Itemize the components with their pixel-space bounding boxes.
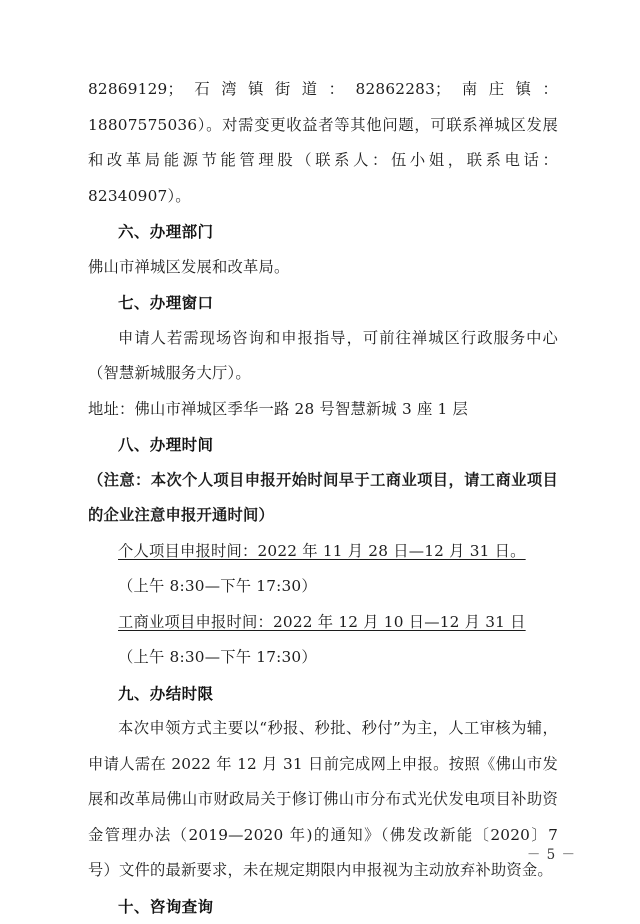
paragraph-personal-project-hours: （上午 8:30—下午 17:30） bbox=[88, 569, 558, 605]
heading-section-seven: 七、办理窗口 bbox=[88, 285, 558, 321]
paragraph-handling-department: 佛山市禅城区发展和改革局。 bbox=[88, 250, 558, 286]
paragraph-notice: （注意：本次个人项目申报开始时间早于工商业项目，请工商业项目的企业注意申报开通时间） bbox=[88, 463, 558, 534]
paragraph-processing-deadline: 本次申领方式主要以“秒报、秒批、秒付”为主，人工审核为辅，申请人需在 2022 年 12 月 31 日前完成网上申报。按照《佛山市发展和改革局佛山市财政局关于修订佛山市分布式光伏发电项目补助资金管理办法（2019—2020 年)的通知》（佛发改新能〔2020〕7 号）文件的最新要求，未在规定期限内申报视为主动放弃补助资金。 bbox=[88, 711, 558, 889]
paragraph-handling-window: 申请人若需现场咨询和申报指导，可前往禅城区行政服务中心（智慧新城服务大厅）。 bbox=[88, 321, 558, 392]
paragraph-commercial-project-hours: （上午 8:30—下午 17:30） bbox=[88, 640, 558, 676]
heading-section-ten: 十、咨询查询 bbox=[88, 889, 558, 924]
paragraph-address: 地址：佛山市禅城区季华一路 28 号智慧新城 3 座 1 层 bbox=[88, 392, 558, 428]
paragraph-commercial-project-period: 工商业项目申报时间：2022 年 12 月 10 日—12 月 31 日 bbox=[88, 605, 558, 641]
paragraph-contacts: 82869129；石湾镇街道：82862283；南庄镇：18807575036）。对需变更收益者等其他问题，可联系禅城区发展和改革局能源节能管理股（联系人：伍小姐，联系电话：82340907）。 bbox=[88, 72, 558, 214]
heading-section-six: 六、办理部门 bbox=[88, 214, 558, 250]
document-body bbox=[88, 72, 558, 924]
heading-section-nine: 九、办结时限 bbox=[88, 676, 558, 712]
page-number: － 5 － bbox=[527, 843, 576, 863]
heading-section-eight: 八、办理时间 bbox=[88, 427, 558, 463]
paragraph-personal-project-period: 个人项目申报时间：2022 年 11 月 28 日—12 月 31 日。 bbox=[88, 534, 558, 570]
